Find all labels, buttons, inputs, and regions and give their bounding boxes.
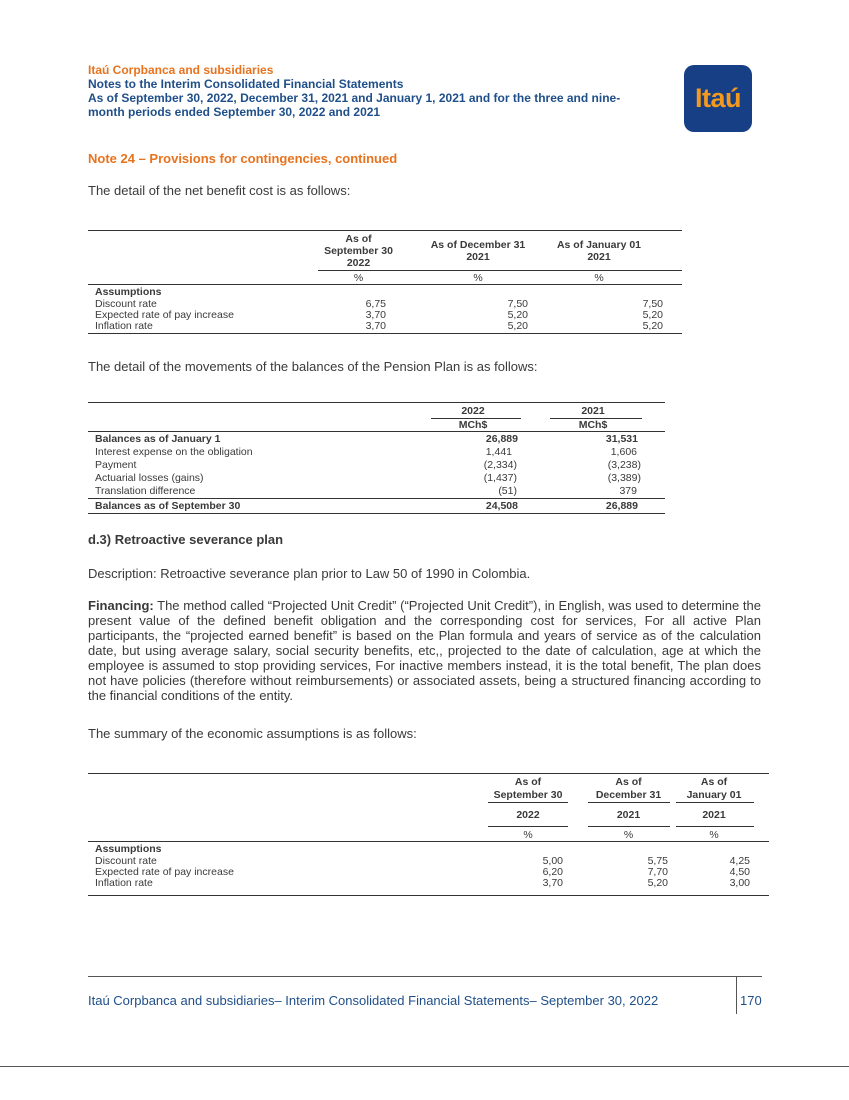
note-title: Note 24 – Provisions for contingencies, continued xyxy=(88,151,398,166)
subheading-d3: d.3) Retroactive severance plan xyxy=(88,532,284,547)
t2-cell: 26,889 xyxy=(485,433,518,445)
t1-col1-l3: 2022 xyxy=(346,257,371,269)
t3-col3-year: 2021 xyxy=(702,809,726,821)
t1-cell: 5,20 xyxy=(507,309,528,321)
t2-cell: 26,889 xyxy=(605,500,638,512)
t3-section: Assumptions xyxy=(95,843,162,855)
t3-row-label: Discount rate xyxy=(95,855,157,867)
t3-cell: 3,00 xyxy=(729,877,750,889)
t3-cell: 3,70 xyxy=(542,877,563,889)
t2-cell: 31,531 xyxy=(605,433,638,445)
t2-col2-year: 2021 xyxy=(581,405,605,417)
t3-col2-l2: December 31 xyxy=(595,789,662,801)
t2-row-label: Payment xyxy=(95,459,137,471)
t3-col1-l1: As of xyxy=(514,776,542,788)
t2-cell: 24,508 xyxy=(485,500,518,512)
t1-cell: 7,50 xyxy=(507,298,528,310)
t3-col1-l2: September 30 xyxy=(493,789,563,801)
t3-cell: 5,75 xyxy=(647,855,668,867)
t1-cell: 3,70 xyxy=(365,320,386,332)
t1-section: Assumptions xyxy=(95,286,162,298)
t1-col1-l1: As of xyxy=(345,233,372,245)
footer-divider xyxy=(88,976,762,977)
t3-row-label: Inflation rate xyxy=(95,877,153,889)
t2-row-label: Actuarial losses (gains) xyxy=(95,472,204,484)
t2-cell: (2,334) xyxy=(483,459,517,471)
t2-row-label: Interest expense on the obligation xyxy=(95,446,253,458)
footer-text: Itaú Corpbanca and subsidiaries– Interim Consolidated Financial Statements– September 30, 2022 xyxy=(88,993,659,1008)
t1-row-label: Discount rate xyxy=(95,298,157,310)
page-number: 170 xyxy=(740,993,762,1008)
t3-col2-unit: % xyxy=(623,829,634,841)
t1-col2-l1: As of December 31 xyxy=(430,239,526,251)
t3-col3-l1: As of xyxy=(700,776,728,788)
t2-col2-unit: MCh$ xyxy=(578,419,608,431)
t1-cell: 3,70 xyxy=(365,309,386,321)
intro-net-benefit: The detail of the net benefit cost is as follows: xyxy=(88,183,351,198)
t1-cell: 7,50 xyxy=(642,298,663,310)
company-name: Itaú Corpbanca and subsidiaries xyxy=(88,63,274,77)
footer-vertical-divider xyxy=(736,976,737,1014)
intro-economic-assumptions: The summary of the economic assumptions is as follows: xyxy=(88,726,417,741)
pension-movements-table xyxy=(88,402,665,516)
header-line-2: As of September 30, 2022, December 31, 2021 and January 1, 2021 and for the three and nine- xyxy=(88,91,621,105)
t3-cell: 4,50 xyxy=(729,866,750,878)
description-paragraph: Description: Retroactive severance plan prior to Law 50 of 1990 in Colombia. xyxy=(88,566,531,581)
t2-cell: (51) xyxy=(498,485,517,497)
t1-col2-unit: % xyxy=(473,272,483,284)
t3-col3-l2: January 01 xyxy=(686,789,742,801)
t1-row-label: Expected rate of pay increase xyxy=(95,309,234,321)
t2-row-label: Balances as of January 1 xyxy=(95,433,221,445)
t1-col3-l1: As of January 01 xyxy=(556,239,642,251)
page-bottom-border xyxy=(0,1066,849,1067)
header-line-1: Notes to the Interim Consolidated Financial Statements xyxy=(88,77,404,91)
t1-col2-l2: 2021 xyxy=(466,251,490,263)
t3-col3-unit: % xyxy=(709,829,719,841)
t3-col1-unit: % xyxy=(523,829,533,841)
t2-cell: (1,437) xyxy=(483,472,517,484)
t2-row-label: Balances as of September 30 xyxy=(95,500,241,512)
t2-cell: (3,389) xyxy=(607,472,641,484)
t3-cell: 5,20 xyxy=(647,877,668,889)
t3-col2-l1: As of xyxy=(615,776,642,788)
t2-col1-unit: MCh$ xyxy=(458,419,488,431)
t2-cell: 1,606 xyxy=(610,446,637,458)
t3-row-label: Expected rate of pay increase xyxy=(95,866,234,878)
t1-cell: 5,20 xyxy=(507,320,528,332)
t1-col3-unit: % xyxy=(594,272,604,284)
itau-logo: Itaú xyxy=(684,65,752,132)
t3-cell: 7,70 xyxy=(647,866,668,878)
t3-col2-year: 2021 xyxy=(616,809,641,821)
t1-cell: 5,20 xyxy=(642,309,663,321)
t2-cell: 1,441 xyxy=(485,446,512,458)
t3-cell: 6,20 xyxy=(542,866,563,878)
t1-col3-l2: 2021 xyxy=(587,251,611,263)
document-header xyxy=(88,63,620,119)
economic-assumptions-table xyxy=(88,773,769,899)
t1-cell: 5,20 xyxy=(642,320,663,332)
t1-col1-l2: September 30 xyxy=(324,245,393,257)
t2-cell: 379 xyxy=(619,485,637,497)
t1-cell: 6,75 xyxy=(365,298,386,310)
t2-col1-year: 2022 xyxy=(461,405,485,417)
net-benefit-table xyxy=(88,230,682,342)
t2-cell: (3,238) xyxy=(607,459,641,471)
financing-text: The method called “Projected Unit Credit” (“Projected Unit Credit”), in English, was used to determine the present value of the defined benefit obligation and the corresponding cost for services, For all active Plan participants, the “projected earned benefit” is based on the Plan formula and years of service as of the calculation date, but using average salary, social security benefits, etc,, projected to the date of calculation, age at which the employee is assumed to stop providing services, For inactive members instead, it is the total benefit, The plan does not have policies (therefore without reimbursements) or associated assets, being a structured financing according to the financial conditions of the entity. xyxy=(88,598,761,703)
header-line-3: month periods ended September 30, 2022 and 2021 xyxy=(88,105,381,119)
t1-row-label: Inflation rate xyxy=(95,320,153,332)
t1-col1-unit: % xyxy=(353,272,364,284)
t3-col1-year: 2022 xyxy=(516,809,540,821)
t3-cell: 5,00 xyxy=(542,855,563,867)
financing-paragraph xyxy=(88,598,761,703)
t2-row-label: Translation difference xyxy=(95,485,196,497)
financing-label: Financing: xyxy=(88,598,154,613)
intro-pension-movements: The detail of the movements of the balances of the Pension Plan is as follows: xyxy=(88,359,538,374)
t3-cell: 4,25 xyxy=(729,855,750,867)
